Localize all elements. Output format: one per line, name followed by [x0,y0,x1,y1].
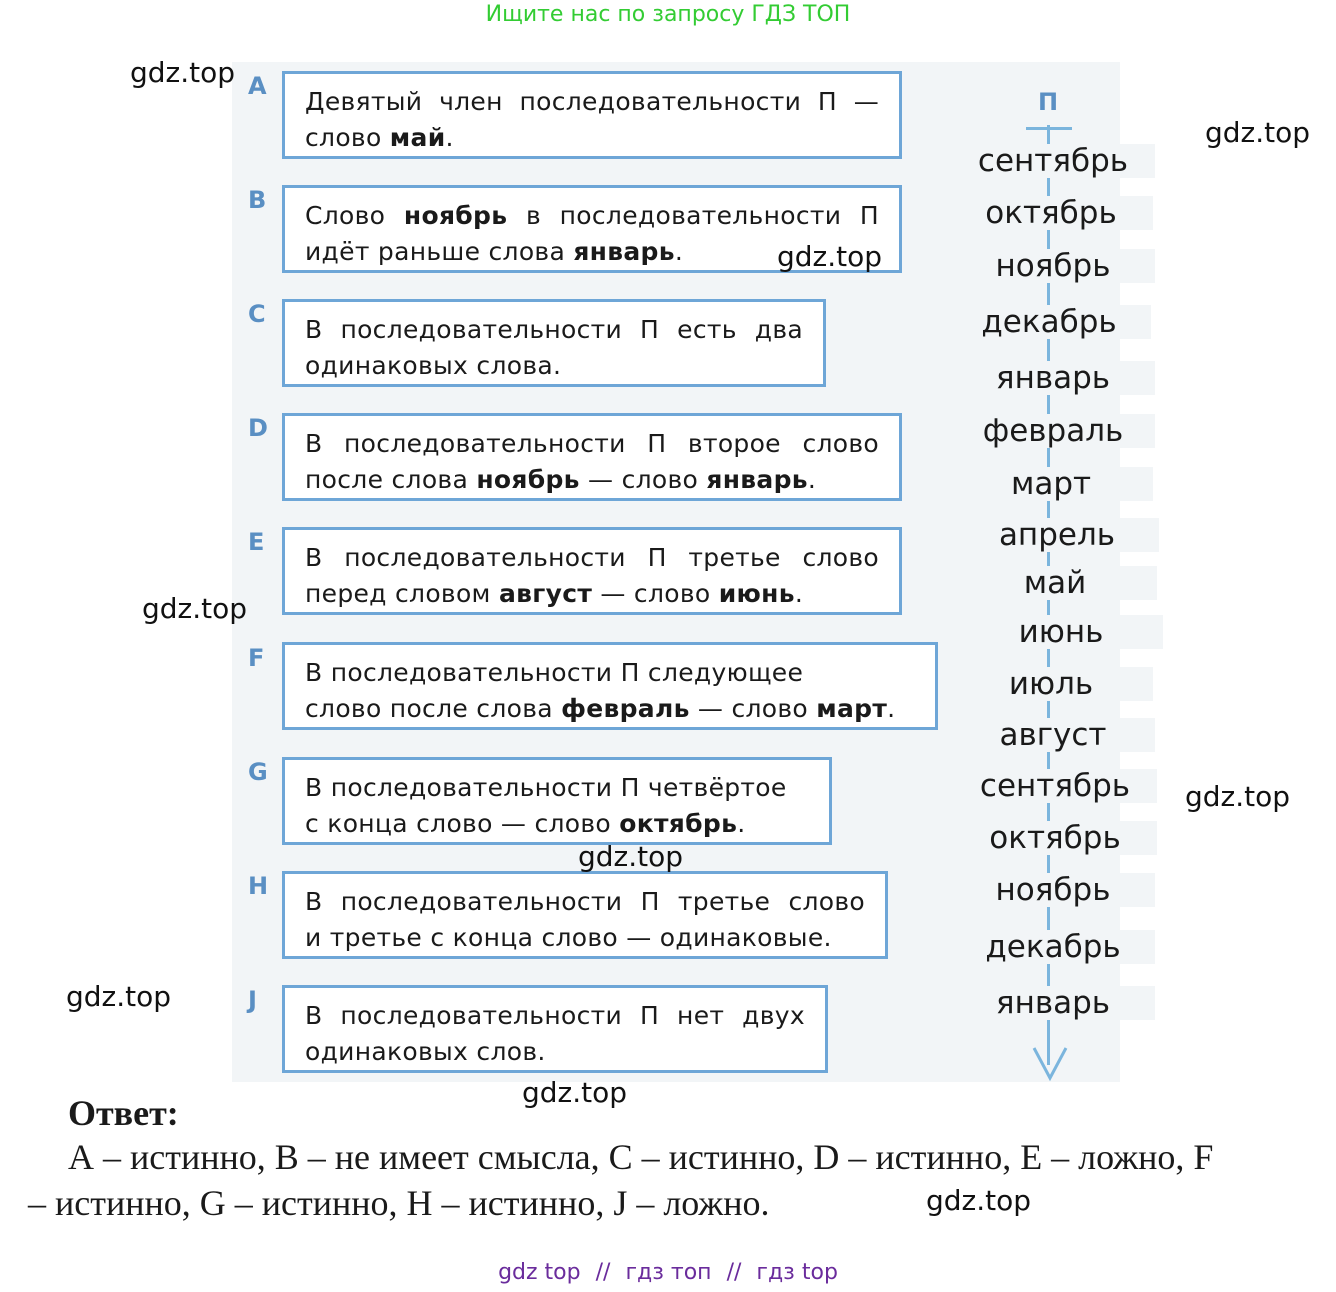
arrow-down-icon [1030,1040,1070,1082]
sequence-item-1: сентябрь [951,144,1155,178]
sequence-item-14: октябрь [953,821,1157,855]
statement-letter-f: F [248,644,265,672]
sequence-item-15: ноябрь [951,873,1155,907]
statement-letter-a: A [248,72,267,100]
answer-text [28,1134,1318,1226]
watermark-4: gdz.top [142,592,248,625]
statement-a [282,71,902,159]
statement-c-line2: одинаковых слова. [305,351,562,380]
statement-e [282,527,902,615]
footer-link-3[interactable]: гдз top [756,1260,838,1285]
sequence-item-13: сентябрь [953,769,1157,803]
top-banner: Ищите нас по запросу ГДЗ ТОП [485,2,851,27]
statement-g-line2: с конца слово — слово октябрь. [305,809,746,838]
footer-link-1[interactable]: gdz top [498,1260,581,1285]
statement-c-line1: В последовательности П есть два [305,315,803,344]
footer-links [0,1260,1336,1285]
watermark-3: gdz.top [777,240,883,273]
sequence-item-11: июль [949,667,1153,701]
answer-line-1: А – истинно, В – не имеет смысла, С – истинно, D – истинно, Е – ложно, F [68,1137,1214,1177]
watermark-8: gdz.top [522,1076,628,1109]
statement-letter-b: B [248,186,267,214]
statement-letter-g: G [248,758,268,786]
statement-d-line2: после слова ноябрь — слово январь. [305,465,817,494]
statement-j-line1: В последовательности П нет двух [305,1001,805,1030]
statement-h-line1: В последовательности П третье слово [305,887,865,916]
watermark-6: gdz.top [578,840,684,873]
statement-letter-j: J [248,986,257,1014]
sequence-item-16: декабрь [951,930,1155,964]
answer-line-2: – истинно, G – истинно, Н – истинно, J – ложно. [28,1183,770,1223]
statement-d [282,413,902,501]
sequence-item-9: май [953,566,1157,600]
sequence-item-17: январь [951,986,1155,1020]
statement-d-line1: В последовательности П второе слово [305,429,879,458]
sequence-item-5: январь [951,361,1155,395]
statement-b-line1: Слово ноябрь в последовательности П [305,201,879,230]
statement-f-line1: В последовательности П следующее [305,658,804,687]
statement-f [282,642,938,730]
statement-h-line2: и третье с конца слово — одинаковые. [305,923,832,952]
statement-g [282,757,832,845]
statement-c [282,299,826,387]
statement-b-line2: идёт раньше слова январь. [305,237,684,266]
sequence-item-12: август [951,718,1155,752]
statement-h [282,871,888,959]
watermark-7: gdz.top [66,980,172,1013]
statement-j [282,985,828,1073]
watermark-9: gdz.top [926,1184,1032,1217]
sequence-item-6: февраль [951,414,1155,448]
sequence-item-2: октябрь [949,196,1153,230]
watermark-5: gdz.top [1185,780,1291,813]
footer-separator-2: // [726,1260,742,1285]
sequence-item-8: апрель [955,518,1159,552]
statement-letter-c: C [248,300,266,328]
sequence-item-10: июнь [959,615,1163,649]
statement-j-line2: одинаковых слов. [305,1037,546,1066]
statement-letter-d: D [248,414,268,442]
answer-title: Ответ: [68,1093,179,1133]
statement-letter-e: E [248,528,265,556]
statement-f-line2: слово после слова февраль — слово март. [305,694,896,723]
statement-e-line2: перед словом август — слово июнь. [305,579,804,608]
watermark-1: gdz.top [130,56,236,89]
footer-link-2[interactable]: гдз топ [625,1260,712,1285]
sequence-item-4: декабрь [947,305,1151,339]
statement-g-line1: В последовательности П четвёртое [305,773,787,802]
statement-letter-h: H [248,872,269,900]
sequence-item-3: ноябрь [951,249,1155,283]
sequence-item-7: март [949,467,1153,501]
statement-a-line2: слово май. [305,123,454,152]
statement-a-line1: Девятый член последовательности П — [305,87,879,116]
statement-e-line1: В последовательности П третье слово [305,543,879,572]
sequence-label: П [1037,88,1059,116]
footer-separator-1: // [595,1260,611,1285]
watermark-2: gdz.top [1205,116,1311,149]
